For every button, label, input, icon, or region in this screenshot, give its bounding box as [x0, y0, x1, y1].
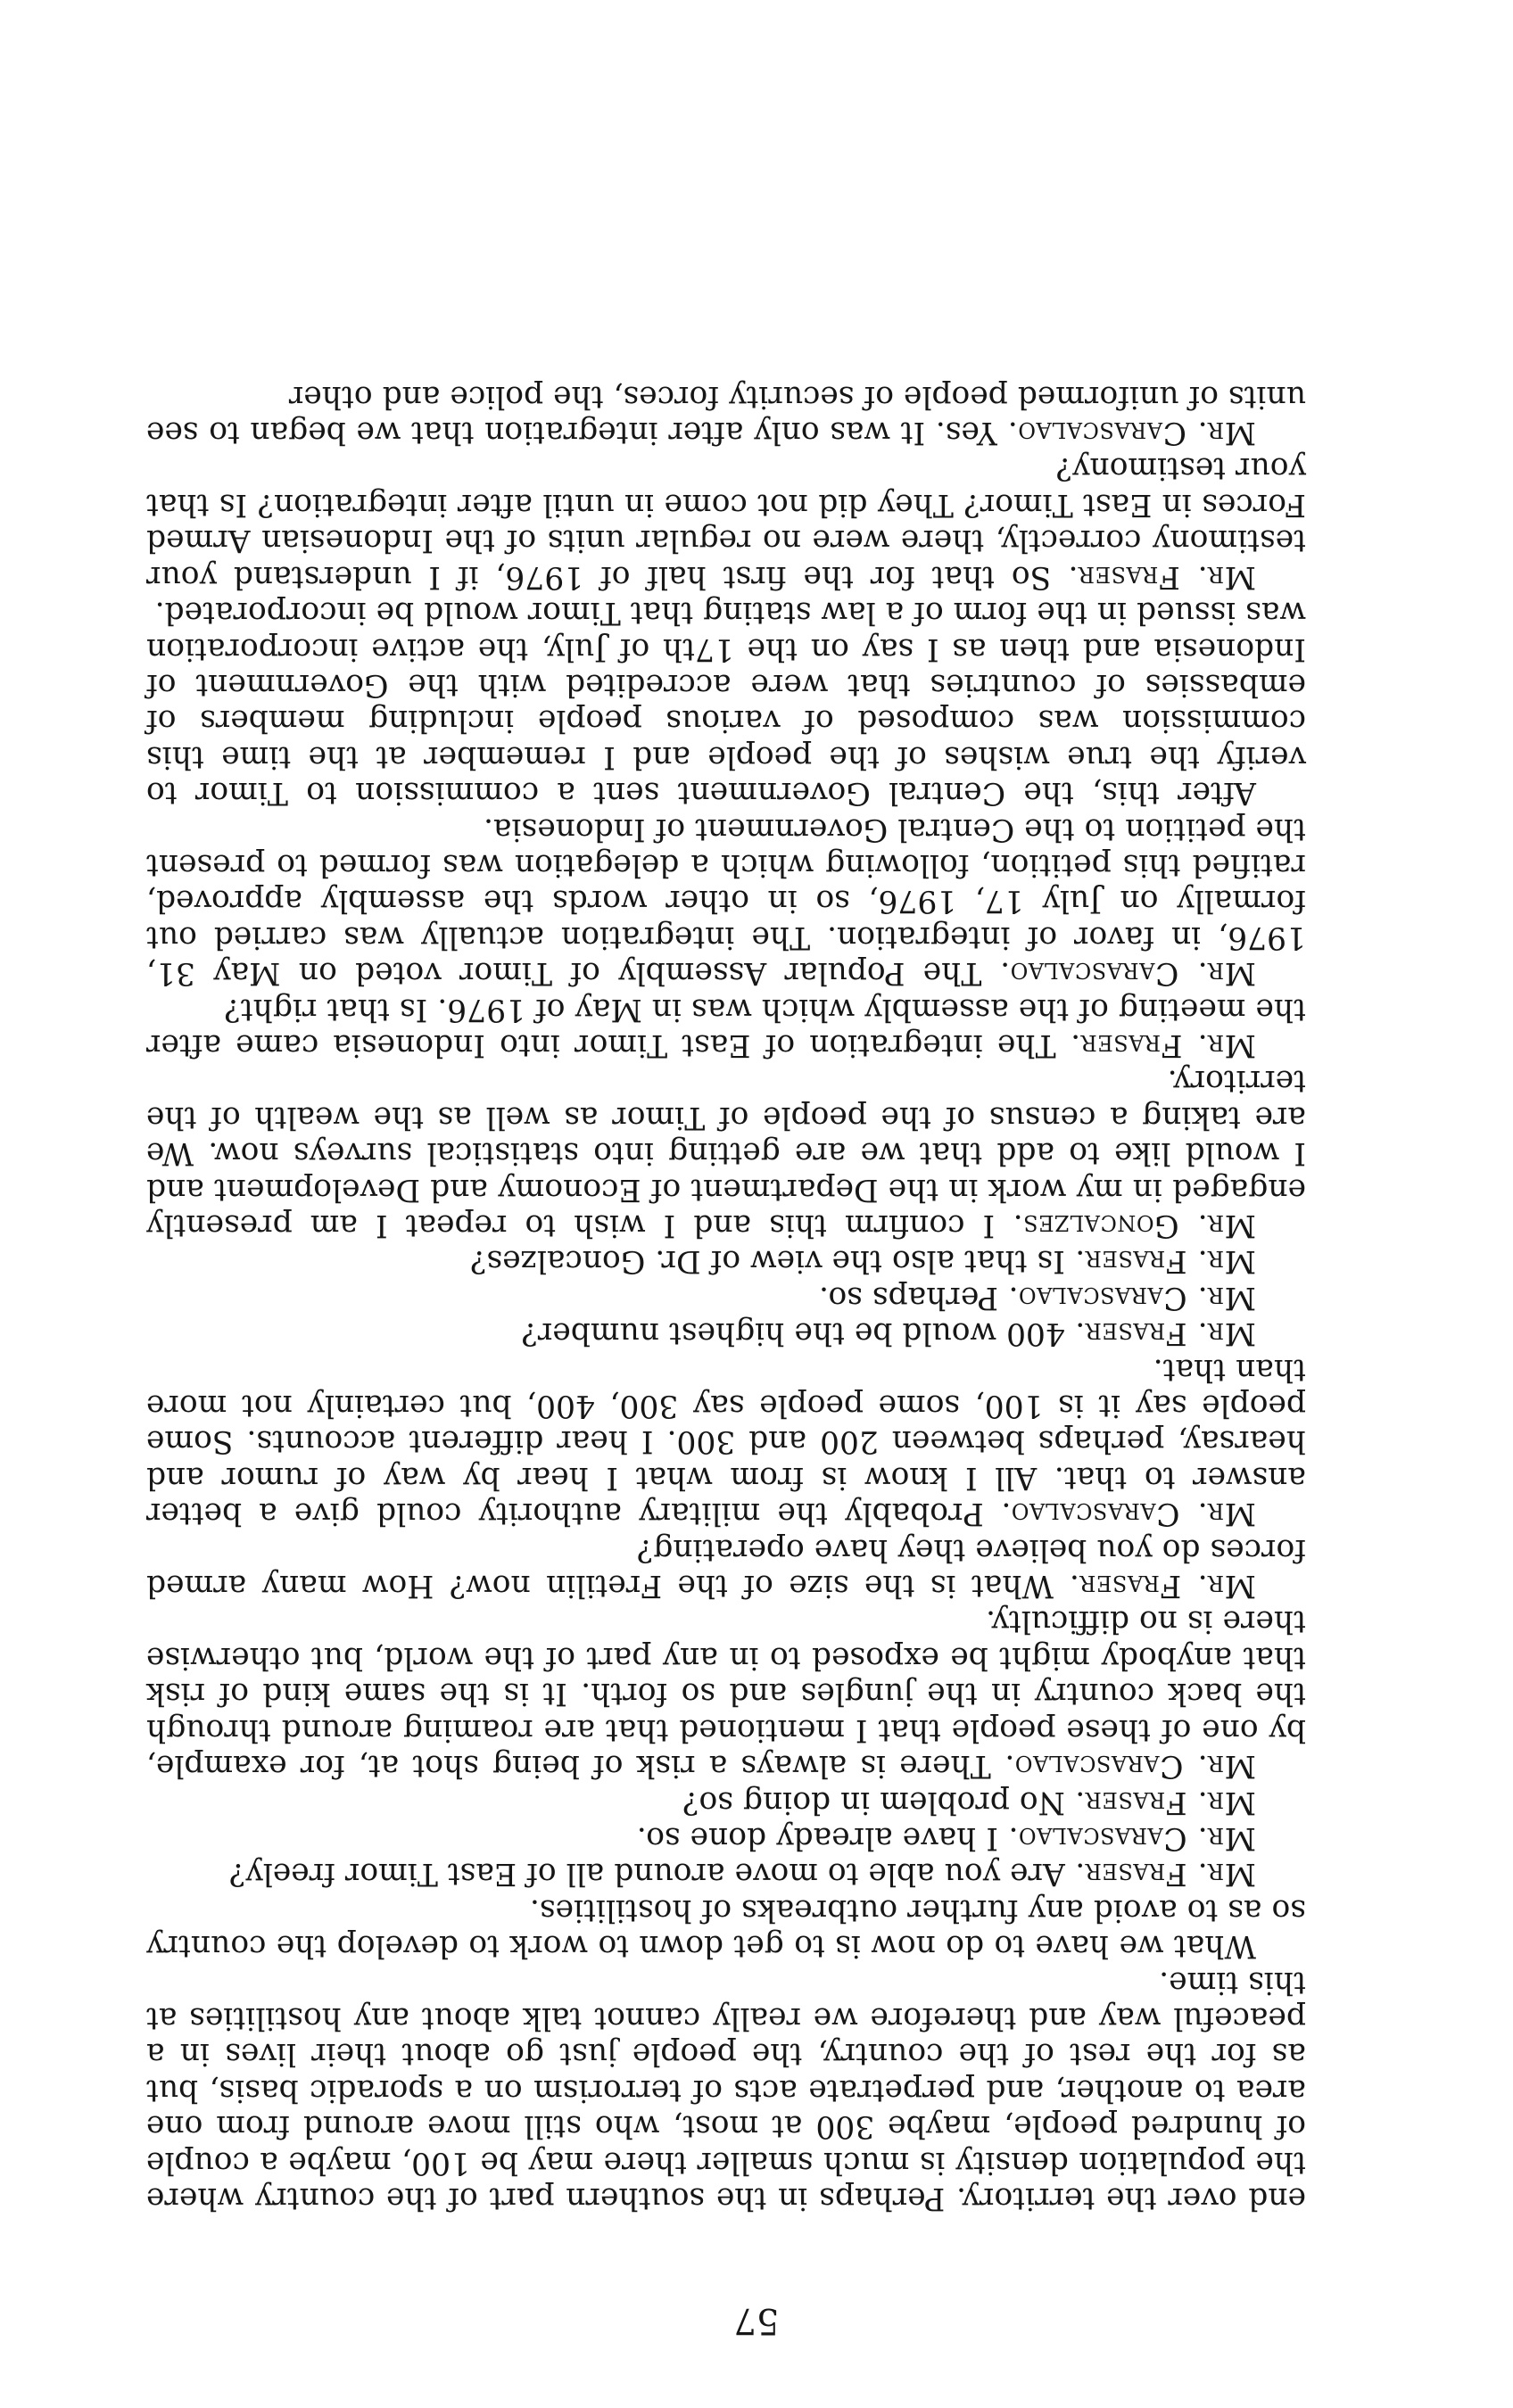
- paragraph-text: Is that also the view of Dr. Goncalzes?: [470, 1243, 1065, 1280]
- paragraph-text: 400 would be the highest number?: [521, 1315, 1065, 1352]
- paragraph: [146, 1243, 1306, 1279]
- paragraph: [146, 1784, 1306, 1819]
- paragraph: [146, 450, 1306, 595]
- paragraph: [146, 1531, 1306, 1604]
- body-text: [146, 378, 1306, 2216]
- paragraph-text: Yes. It was only after integration that we began to see units of uniformed people of security forces, the police and other: [145, 378, 1306, 451]
- paragraph: [146, 595, 1306, 811]
- paragraph-text: Are you able to move around all of East Timor freely?: [228, 1856, 1065, 1893]
- paragraph-text: The integration of East Timor into Indonesia came after the meeting of the assembly which was in May of 1976. Is that right?: [145, 991, 1306, 1063]
- speaker-name: Mr. Fraser.: [1069, 1568, 1256, 1604]
- paragraph-text: end over the territory. Perhaps in the southern part of the country where the population density is much smaller there may be 100, maybe a couple of hundred people, maybe 300 at most, who still move around from one area to another, and perpetrate acts of terrorism on a sporadic basis, but as for the rest of the country, the people just go about their lives in a peaceful way and therefore we really cannot talk about any hostilities at this time.: [146, 1964, 1306, 2216]
- paragraph: [146, 1964, 1306, 2216]
- paragraph-text: I confirm this and I wish to repeat I am presently engaged in my work in the Department of Economy and Development and I would like to add that we are getting into statistical surveys now. We are taking a census of the people of Timor as well as the wealth of the territory.: [146, 1063, 1306, 1244]
- paragraph: [146, 991, 1306, 1063]
- speaker-name: Mr. Carascalao.: [1007, 415, 1256, 451]
- paragraph-text: I have already done so.: [636, 1819, 999, 1856]
- paragraph: [146, 1820, 1306, 1856]
- paragraph: [146, 811, 1306, 991]
- speaker-name: Mr. Carascalao.: [999, 955, 1256, 992]
- page-number: 57: [733, 2300, 780, 2341]
- paragraph-text: Probably the military authority could give a better answer to that. All I know is from what I hear by way of rumor and hearsay, perhaps between 200 and 300. I hear different accounts. Some people say it is 100, some people say 300, 400, but certainly not more than that.: [146, 1351, 1306, 1532]
- speaker-name: Mr. Carascalao.: [1000, 1496, 1256, 1532]
- speaker-name: Mr. Carascalao.: [1004, 1748, 1256, 1785]
- paragraph: [146, 1856, 1306, 1892]
- paragraph: [146, 378, 1306, 450]
- paragraph: [146, 1351, 1306, 1531]
- paragraph: [146, 1063, 1306, 1243]
- speaker-name: Mr. Fraser.: [1074, 1856, 1256, 1893]
- paragraph: [146, 1892, 1306, 1964]
- paragraph-text: There is always a risk of being shot at, for example, by one of these people that I mentioned that are roaming around through the back country in the jungles and so forth. It is the same kind of risk that anybody might be exposed to in any part of the world, but otherwise there is no difficulty.: [145, 1604, 1306, 1785]
- paragraph-text: After this, the Central Government sent a commission to Timor to verify the true wishes of the people and I remember at the time this commission was composed of various people including members of embassies of countries that were accredited with the Government of Indonesia and then as I say on the 17th of July, the active incorporation was issued in the form of a law stating that Timor would be incorporated.: [146, 595, 1306, 812]
- speaker-name: Mr. Goncalzes.: [1013, 1208, 1256, 1244]
- speaker-name: Mr. Fraser.: [1070, 1027, 1256, 1063]
- speaker-name: Mr. Fraser.: [1074, 1315, 1256, 1352]
- paragraph-text: What is the size of the Fretilin now? How many armed forces do you believe they have operating?: [145, 1531, 1306, 1604]
- speaker-name: Mr. Carascalao.: [1007, 1279, 1256, 1315]
- speaker-name: Mr. Carascalao.: [1007, 1819, 1256, 1856]
- paragraph-text: The Popular Assembly of Timor voted on May 31, 1976, in favor of integration. The integration actually was carried out formally on July 17, 1976, so in other words the assembly approved, ratified this petition, following which a delegation was formed to present the petition to the Central Government of Indonesia.: [146, 811, 1306, 992]
- paragraph-text: So that for the first half of 1976, if I understand your testimony correctly, there were no regular units of the Indonesian Armed Forces in East Timor? They did not come in until after integration? Is that your testimony?: [146, 450, 1306, 595]
- paragraph: [146, 1315, 1306, 1351]
- speaker-name: Mr. Fraser.: [1074, 1243, 1256, 1280]
- paragraph: [146, 1604, 1306, 1784]
- paragraph-text: No problem in doing so?: [682, 1784, 1065, 1820]
- speaker-name: Mr. Fraser.: [1074, 1784, 1256, 1820]
- paragraph-text: What we have to do now is to get down to work to develop the country so as to avoid any further outbreaks of hostilities.: [146, 1892, 1306, 1965]
- paragraph-text: Perhaps so.: [819, 1279, 999, 1315]
- paragraph: [146, 1279, 1306, 1315]
- speaker-name: Mr. Fraser.: [1068, 558, 1256, 595]
